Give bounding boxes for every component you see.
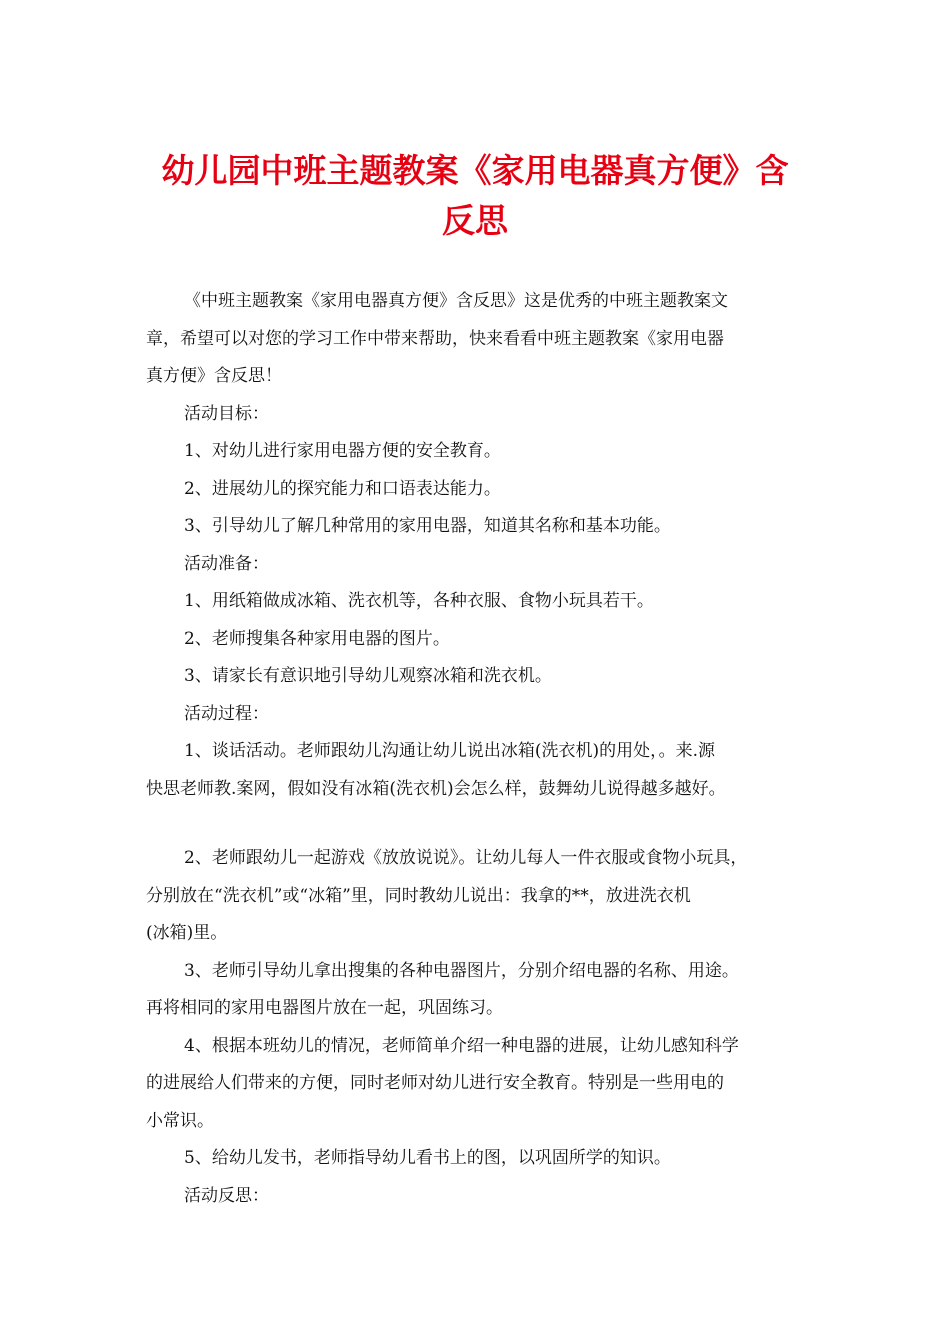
list-item: 2、进展幼儿的探究能力和口语表达能力。 xyxy=(184,478,501,499)
paragraph-line: 4、根据本班幼儿的情况，老师简单介绍一种电器的进展，让幼儿感知科学 xyxy=(184,1035,739,1056)
list-item: 2、老师搜集各种家用电器的图片。 xyxy=(184,628,450,649)
paragraph-line: 快思老师教.案网，假如没有冰箱(洗衣机)会怎么样，鼓舞幼儿说得越多越好。 xyxy=(146,778,726,799)
section-heading-process: 活动过程： xyxy=(184,703,269,724)
document-title xyxy=(0,146,950,246)
section-heading-goals: 活动目标： xyxy=(184,403,269,424)
section-heading-prep: 活动准备： xyxy=(184,553,269,574)
list-item: 3、请家长有意识地引导幼儿观察冰箱和洗衣机。 xyxy=(184,666,552,686)
paragraph-line: 5、给幼儿发书，老师指导幼儿看书上的图，以巩固所学的知识。 xyxy=(184,1148,671,1168)
paragraph-line: 真方便》含反思！ xyxy=(146,366,282,386)
section-heading-reflection: 活动反思： xyxy=(184,1185,269,1206)
paragraph-line: 再将相同的家用电器图片放在一起，巩固练习。 xyxy=(146,998,503,1018)
paragraph-gap xyxy=(146,808,826,840)
paragraph-line: 章，希望可以对您的学习工作中带来帮助，快来看看中班主题教案《家用电器 xyxy=(146,328,724,349)
title-line-2: 反思 xyxy=(442,201,508,240)
paragraph-line: 2、老师跟幼儿一起游戏《放放说说》。让幼儿每人一件衣服或食物小玩具， xyxy=(184,848,748,868)
list-item: 3、引导幼儿了解几种常用的家用电器，知道其名称和基本功能。 xyxy=(184,516,671,536)
paragraph-line: 1、谈话活动。老师跟幼儿沟通让幼儿说出冰箱(洗衣机)的用处，。来.源 xyxy=(184,741,715,761)
document-body xyxy=(146,283,826,1215)
paragraph-line: 《中班主题教案《家用电器真方便》含反思》这是优秀的中班主题教案文 xyxy=(184,291,728,311)
paragraph-line: 的进展给人们带来的方便，同时老师对幼儿进行安全教育。特别是一些用电的 xyxy=(146,1073,724,1093)
paragraph-line: (冰箱)里。 xyxy=(146,923,228,943)
intro-paragraph xyxy=(146,283,826,396)
paragraph-line: 分别放在“洗衣机”或“冰箱”里，同时教幼儿说出：我拿的**，放进洗衣机 xyxy=(146,885,691,906)
paragraph-line: 3、老师引导幼儿拿出搜集的各种电器图片，分别介绍电器的名称、用途。 xyxy=(184,960,739,981)
list-item: 1、对幼儿进行家用电器方便的安全教育。 xyxy=(184,441,501,461)
paragraph-line: 小常识。 xyxy=(146,1110,214,1131)
title-line-1: 幼儿园中班主题教案《家用电器真方便》含 xyxy=(161,151,789,190)
list-item: 1、用纸箱做成冰箱、洗衣机等，各种衣服、食物小玩具若干。 xyxy=(184,591,654,611)
